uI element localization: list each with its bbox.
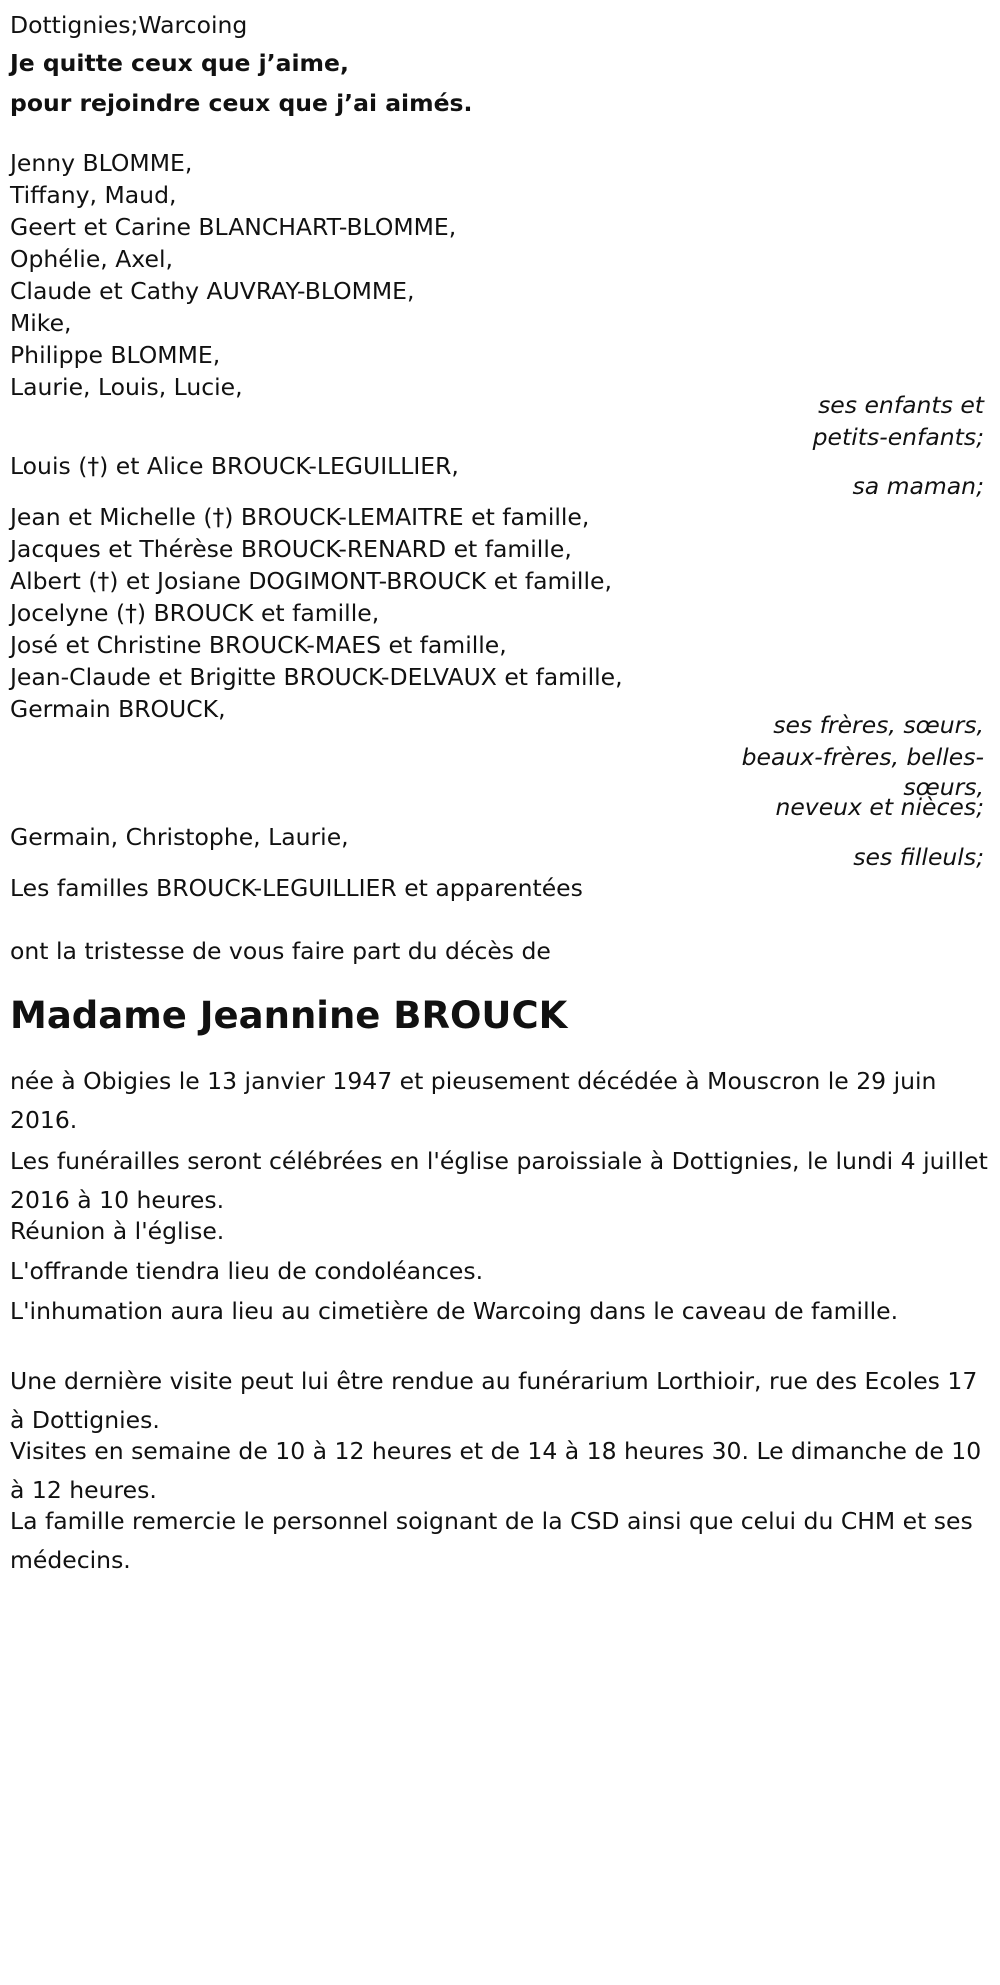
quote-line-1: Je quitte ceux que j’aime, — [10, 49, 349, 77]
location: Dottignies;Warcoing — [10, 11, 248, 39]
paragraph: Une dernière visite peut lui être rendue au funérarium Lorthioir, rue des Ecoles 17 à Dottignies. — [10, 1367, 978, 1434]
child-line: Laurie, Louis, Lucie, — [10, 373, 243, 401]
children-role-line: ses enfants et — [818, 391, 984, 419]
sibling-line: Jean et Michelle (†) BROUCK-LEMAITRE et famille, — [10, 503, 590, 531]
paragraph: L'offrande tiendra lieu de condoléances. — [10, 1257, 484, 1285]
mother-line: Louis (†) et Alice BROUCK-LEGUILLIER, — [10, 452, 459, 480]
quote-line-2: pour rejoindre ceux que j’ai aimés. — [10, 89, 473, 117]
godchildren-line: Germain, Christophe, Laurie, — [10, 823, 349, 851]
child-line: Ophélie, Axel, — [10, 245, 173, 273]
child-line: Claude et Cathy AUVRAY-BLOMME, — [10, 277, 415, 305]
paragraph: Les funérailles seront célébrées en l'église paroissiale à Dottignies, le lundi 4 juillet 2016 à 10 heures. — [10, 1147, 988, 1214]
deceased-name: Madame Jeannine BROUCK — [10, 994, 568, 1037]
paragraph: Visites en semaine de 10 à 12 heures et de 14 à 18 heures 30. Le dimanche de 10 à 12 heures. — [10, 1437, 982, 1504]
godchildren-role: ses filleuls; — [853, 843, 984, 871]
siblings-role-line: neveux et nièces; — [775, 793, 984, 821]
announcement-line: ont la tristesse de vous faire part du décès de — [10, 937, 551, 965]
children-role-line: petits-enfants; — [812, 423, 984, 451]
sibling-line: Jacques et Thérèse BROUCK-RENARD et famille, — [10, 535, 572, 563]
siblings-role-line: sœurs, — [903, 773, 984, 801]
child-line: Geert et Carine BLANCHART-BLOMME, — [10, 213, 457, 241]
paragraph: L'inhumation aura lieu au cimetière de Warcoing dans le caveau de famille. — [10, 1297, 899, 1325]
sibling-line: Jocelyne (†) BROUCK et famille, — [10, 599, 380, 627]
sibling-line: Albert (†) et Josiane DOGIMONT-BROUCK et famille, — [10, 567, 612, 595]
child-line: Jenny BLOMME, — [10, 149, 193, 177]
sibling-line: Jean-Claude et Brigitte BROUCK-DELVAUX et famille, — [10, 663, 623, 691]
families-line: Les familles BROUCK-LEGUILLIER et apparentées — [10, 874, 583, 902]
child-line: Philippe BLOMME, — [10, 341, 221, 369]
siblings-role-line: beaux-frères, belles- — [741, 743, 984, 771]
child-line: Tiffany, Maud, — [10, 181, 177, 209]
siblings-role-line: ses frères, sœurs, — [773, 711, 984, 739]
child-line: Mike, — [10, 309, 72, 337]
mother-role: sa maman; — [852, 472, 984, 500]
paragraph: Réunion à l'église. — [10, 1217, 225, 1245]
sibling-line: José et Christine BROUCK-MAES et famille, — [10, 631, 507, 659]
paragraph: La famille remercie le personnel soignant de la CSD ainsi que celui du CHM et ses médecins. — [10, 1507, 973, 1574]
sibling-line: Germain BROUCK, — [10, 695, 226, 723]
paragraph: née à Obigies le 13 janvier 1947 et pieusement décédée à Mouscron le 29 juin 2016. — [10, 1067, 937, 1134]
